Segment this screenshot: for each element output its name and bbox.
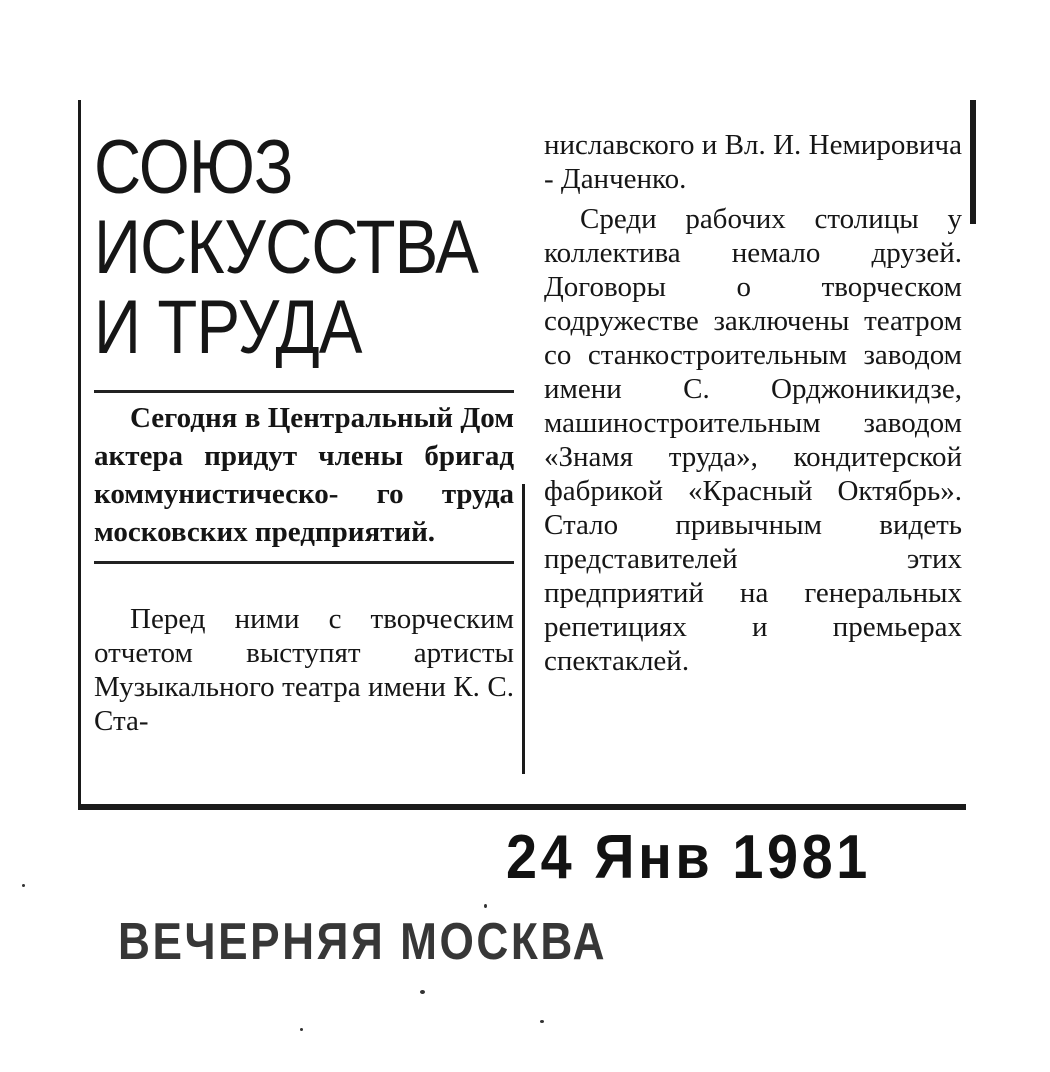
ink-speck bbox=[22, 884, 25, 887]
newspaper-clipping bbox=[78, 100, 966, 816]
body-text-left: Перед ними с творческим отчетом выступят артисты Музыкального театра имени К. С. Ста- bbox=[94, 603, 514, 737]
headline bbox=[94, 125, 478, 370]
lead-line: Дом актера придут члены bbox=[94, 402, 515, 472]
headline-line: СОЮЗ bbox=[94, 125, 293, 210]
headline-line: И ТРУДА bbox=[94, 285, 362, 370]
lead-line: предприятий. bbox=[254, 516, 436, 548]
date-stamp: 24 Янв 1981 bbox=[506, 823, 871, 892]
ink-speck bbox=[484, 904, 487, 908]
body-text-paragraph: Среди рабочих столицы у коллектива немало друзей. Договоры о творческом содружестве заключены театром со станкостроительным заводом имени С. Орджоникидзе, машиностроительным заводом «Знамя труда», кондитерской фабрикой «Красный Октябрь». Стало привычным видеть представителей этих предприятий на генеральных репетициях и премьерах спектаклей. bbox=[544, 203, 962, 677]
border-right bbox=[970, 100, 976, 224]
ink-speck bbox=[540, 1020, 544, 1023]
headline-line: ИСКУССТВА bbox=[94, 205, 478, 290]
lead-line: го труда московских bbox=[94, 478, 515, 548]
border-left bbox=[78, 100, 81, 808]
column-right bbox=[544, 128, 962, 678]
lead-line: Сегодня в Центральный bbox=[130, 402, 453, 434]
lead-paragraph bbox=[94, 390, 514, 551]
ink-speck bbox=[300, 1028, 303, 1031]
lead-line: бригад коммунистическо- bbox=[94, 440, 515, 510]
ink-speck bbox=[420, 990, 425, 994]
border-bottom bbox=[78, 804, 966, 810]
column-divider bbox=[522, 484, 525, 774]
body-text-continued: ниславского и Вл. И. Немировича - Данченко. bbox=[544, 129, 962, 195]
lead-rule bbox=[94, 561, 514, 564]
newspaper-name-stamp: ВЕЧЕРНЯЯ МОСКВА bbox=[118, 913, 608, 971]
column-left bbox=[94, 125, 515, 738]
